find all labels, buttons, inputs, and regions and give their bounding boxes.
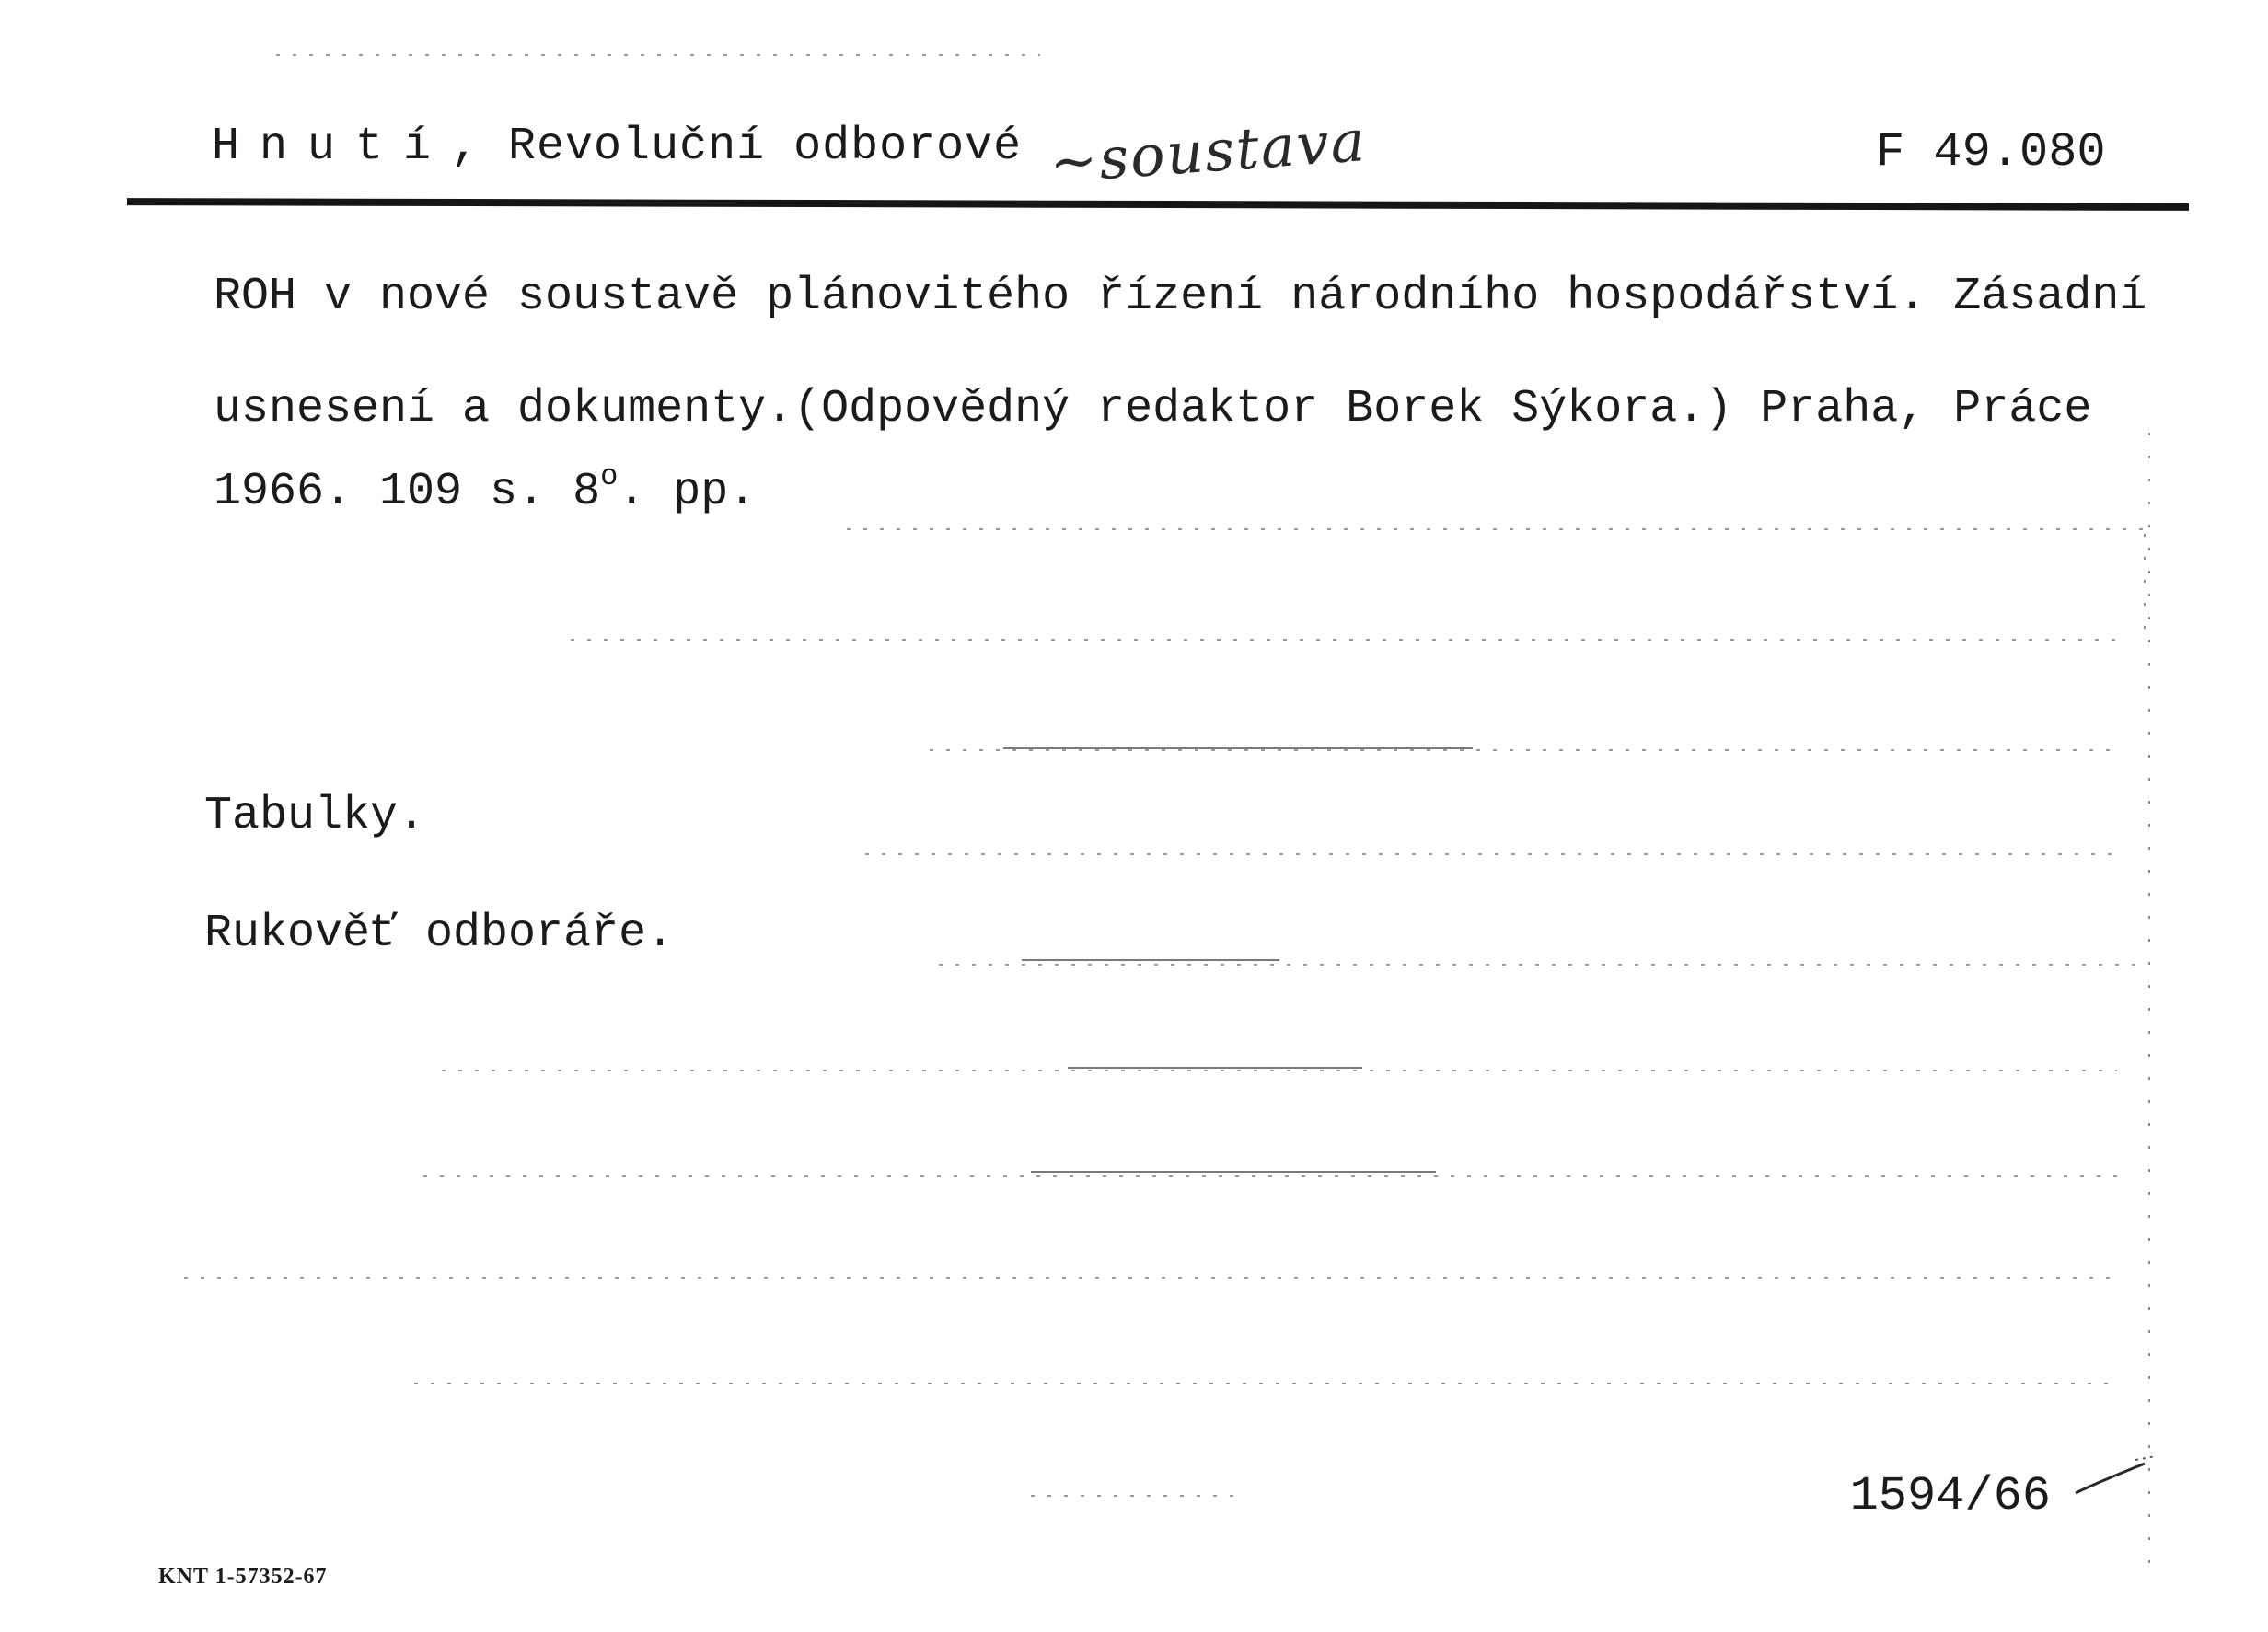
- title-line-2: usnesení a dokumenty.(Odpovědný redaktor Borek Sýkora.) Praha, Práce: [214, 383, 2092, 435]
- shelf-signature: F 49.080: [1876, 125, 2106, 179]
- title-line-1: ROH v nové soustavě plánovitého řízení národního hospodářství. Zásadní: [214, 271, 2147, 323]
- heading-subject: Hnutí: [212, 121, 452, 173]
- imprint-text: 1966. 109 s. 8: [214, 466, 601, 518]
- heading-subject-rest: , Revoluční odborové: [451, 121, 1023, 173]
- format-superscript: o: [600, 459, 619, 493]
- title-line-3: [214, 459, 757, 518]
- handwritten-addition: ~soustava: [1047, 107, 1369, 196]
- note-tables: Tabulky.: [204, 790, 426, 842]
- note-series: Rukověť odboráře.: [204, 908, 675, 960]
- accession-number: 1594/66: [1849, 1469, 2051, 1523]
- check-mark-icon: [2071, 1453, 2163, 1499]
- card-heading: [212, 121, 1023, 173]
- printer-mark: KNT 1-57352-67: [158, 1565, 328, 1589]
- format-suffix: . pp.: [618, 466, 757, 518]
